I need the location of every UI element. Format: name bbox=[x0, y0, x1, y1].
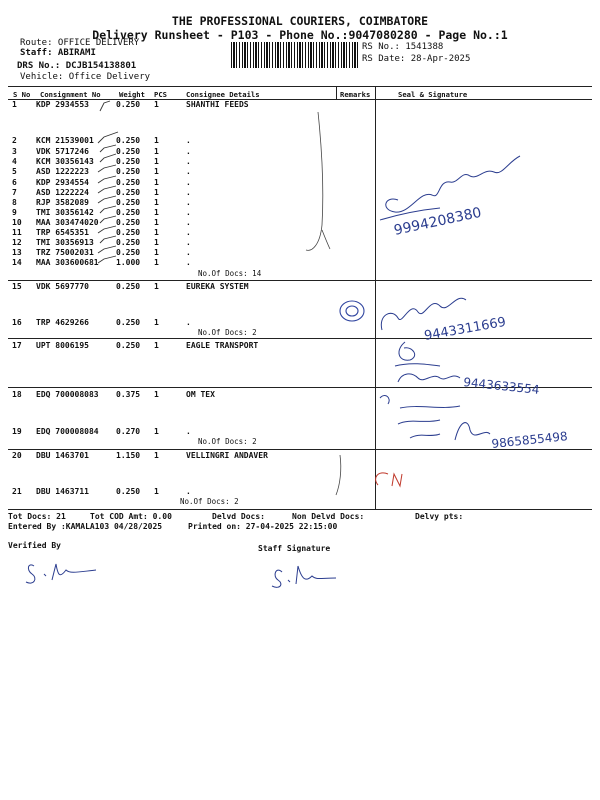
vehicle-label: Vehicle: Office Delivery bbox=[20, 72, 151, 82]
total-docs: Tot Docs: 21 bbox=[8, 512, 66, 521]
col-sno: S No bbox=[13, 90, 31, 99]
col-remarks: Remarks bbox=[340, 90, 371, 99]
tick-marks bbox=[98, 101, 118, 263]
table-row: 15 VDK 5697770 0.250 1 EUREKA SYSTEM bbox=[12, 282, 249, 291]
col-seal-signature: Seal & Signature bbox=[398, 90, 468, 99]
table-row: 21 DBU 1463711 0.250 1 . bbox=[12, 487, 191, 496]
total-cod-amount: Tot COD Amt: 0.00 bbox=[90, 512, 172, 521]
staff-signature bbox=[272, 566, 336, 587]
docs-count: No.Of Docs: 14 bbox=[198, 269, 262, 278]
table-row: 6 KDP 2934554 0.250 1 . bbox=[12, 178, 191, 187]
svg-text:9443633554: 9443633554 bbox=[462, 375, 541, 397]
col-consignment: Consignment No bbox=[40, 90, 101, 99]
table-row: 8 RJP 3582089 0.250 1 . bbox=[12, 198, 191, 207]
table-row: 1 KDP 2934553 0.250 1 SHANTHI FEEDS bbox=[12, 100, 249, 109]
table-row: 7 ASD 1222224 0.250 1 . bbox=[12, 188, 191, 197]
staff-label: Staff: ABIRAMI bbox=[20, 48, 96, 58]
svg-text:9443311669: 9443311669 bbox=[423, 314, 508, 344]
rs-number: RS No.: 1541388 bbox=[362, 42, 444, 52]
docs-count: No.Of Docs: 2 bbox=[180, 497, 239, 506]
staff-signature-label: Staff Signature bbox=[258, 544, 331, 553]
table-row: 9 TMI 30356142 0.250 1 . bbox=[12, 208, 191, 217]
document-title: THE PROFESSIONAL COURIERS, COIMBATORE bbox=[171, 14, 429, 28]
red-ink-mark bbox=[376, 473, 402, 486]
entered-by: Entered By :KAMALA103 04/28/2025 bbox=[8, 522, 163, 531]
table-row: 14 MAA 303600681 1.000 1 . bbox=[12, 258, 191, 267]
table-row: 16 TRP 4629266 0.250 1 . bbox=[12, 318, 191, 327]
table-row: 18 EDQ 700008083 0.375 1 OM TEX bbox=[12, 390, 215, 399]
docs-count: No.Of Docs: 2 bbox=[198, 328, 257, 337]
table-row: 2 KCM 21539001 0.250 1 . bbox=[12, 136, 191, 145]
bracket-marks bbox=[306, 112, 341, 495]
svg-text:9994208380: 9994208380 bbox=[392, 204, 483, 239]
table-row: 13 TRZ 75002031 0.250 1 . bbox=[12, 248, 191, 257]
col-pcs: PCS bbox=[154, 90, 167, 99]
table-row: 4 KCM 30356143 0.250 1 . bbox=[12, 157, 191, 166]
route-label: Route: OFFICE DELIVERY bbox=[20, 38, 140, 48]
verified-by-label: Verified By bbox=[8, 541, 61, 550]
table-row: 11 TRP 6545351 0.250 1 . bbox=[12, 228, 191, 237]
signature-group-3 bbox=[398, 374, 540, 397]
signature-group-2 bbox=[381, 298, 507, 366]
delivery-points: Delvy pts: bbox=[415, 512, 464, 521]
verified-by-signature bbox=[26, 564, 96, 583]
table-row: 12 TMI 30356913 0.250 1 . bbox=[12, 238, 191, 247]
non-delivered-docs: Non Delvd Docs: bbox=[292, 512, 365, 521]
drs-number: DRS No.: DCJB154138801 bbox=[17, 61, 137, 71]
table-row: 19 EDQ 700008084 0.270 1 . bbox=[12, 427, 191, 436]
col-consignee-details: Consignee Details bbox=[186, 90, 260, 99]
rs-date: RS Date: 28-Apr-2025 bbox=[362, 54, 471, 64]
table-row: 10 MAA 303474020 0.250 1 . bbox=[12, 218, 191, 227]
runsheet-subtitle: Delivery Runsheet - P103 - Phone No.:9047080280 - Page No.:1 bbox=[92, 28, 508, 42]
signature-group-1 bbox=[380, 156, 520, 239]
svg-text:9865855498: 9865855498 bbox=[490, 429, 569, 451]
table-row: 5 ASD 1222223 0.250 1 . bbox=[12, 167, 191, 176]
delivered-docs: Delvd Docs: bbox=[212, 512, 265, 521]
docs-count: No.Of Docs: 2 bbox=[198, 437, 257, 446]
table-row: 20 DBU 1463701 1.150 1 VELLINGRI ANDAVER bbox=[12, 451, 268, 460]
col-weight: Weight bbox=[119, 90, 145, 99]
table-row: 17 UPT 8006195 0.250 1 EAGLE TRANSPORT bbox=[12, 341, 259, 350]
printed-on: Printed on: 27-04-2025 22:15:00 bbox=[188, 522, 338, 531]
table-row: 3 VDK 5717246 0.250 1 . bbox=[12, 147, 191, 156]
seal-stamp bbox=[340, 301, 364, 321]
signature-group-4 bbox=[380, 396, 568, 451]
